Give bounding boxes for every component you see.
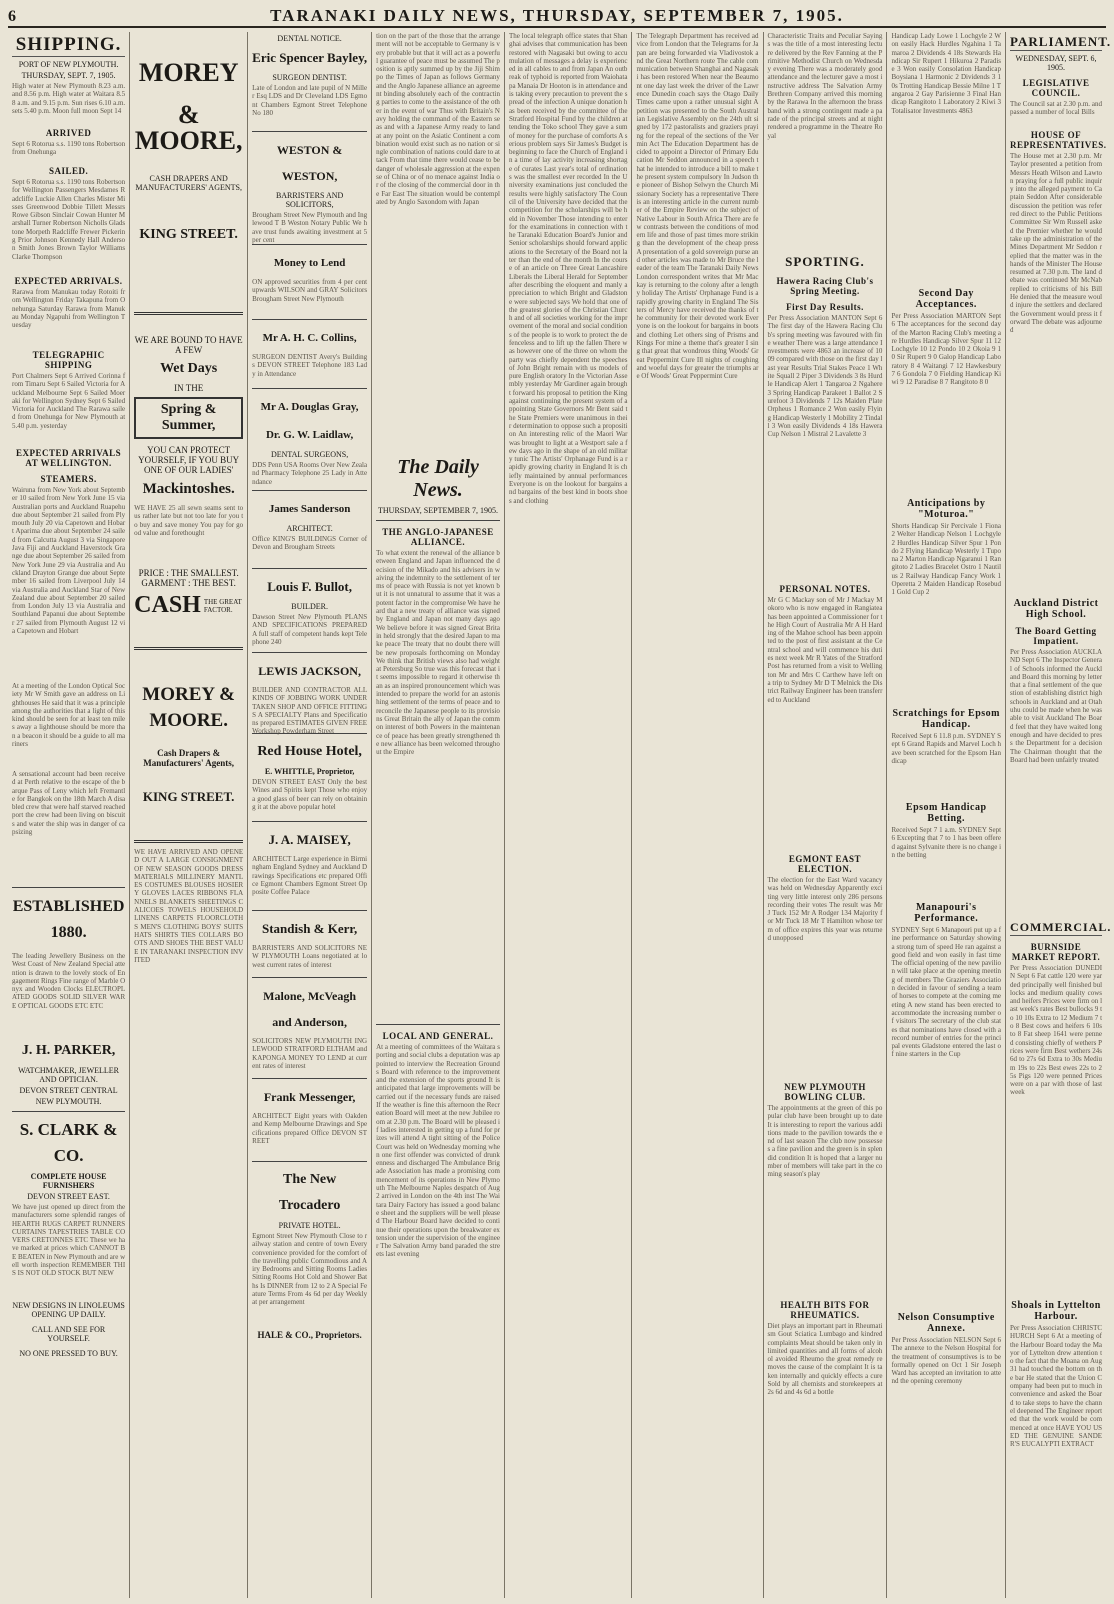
dental-surgeons: DENTAL SURGEONS, [270,450,349,459]
arrived-heading: ARRIVED [45,128,92,138]
cash-word: CASH [134,592,201,618]
parliament-heading: PARLIAMENT. [1010,34,1112,49]
daily-news-nameplate: The Daily News. [397,456,479,501]
established-1880: ESTABLISHED 1880. [12,898,125,941]
spring-summer: Spring & Summer, [134,397,243,439]
local-general-heading: LOCAL AND GENERAL. [382,1031,494,1041]
second-day-heading: Second Day Acceptances. [915,288,977,310]
wet-days: Wet Days [160,361,218,376]
editorial-dateline: THURSDAY, SEPTEMBER 7, 1905. [378,506,499,515]
clark-address: DEVON STREET EAST. [27,1192,110,1201]
commercial-heading: COMMERCIAL. [1010,920,1112,934]
garment-line: GARMENT : THE BEST. [141,578,236,588]
drapers-line: CASH DRAPERS AND MANUFACTURERS' AGENTS, [135,174,242,192]
bayley-name: Eric Spencer Bayley, [252,50,368,65]
alliance-heading: THE ANGLO-JAPANESE ALLIANCE. [382,527,494,547]
cash-drapers-ad: Cash Drapers & Manufacturers' Agents, [143,748,235,768]
council-heading: LEGISLATIVE COUNCIL. [1022,78,1090,98]
column-shipping: SHIPPING. PORT OF NEW PLYMOUTH. THURSDAY, SEPT. 7, 1905. High water at New Plymouth 8.23 a.m. and 8.56 p.m. High water at Waitara 8.58 a.m. and 9.15 p.m. Sun rises 6.10 a.m. sets 5.40 p.m. Moon full moon Sept 14 ARRIVED Sept 6 Rotorua s.s. 1190 tons Robertson from Onehunga SAILED. Sept 6 Rotorua s.s. 1190 tons Robertson for Wellington Passengers Mesdames Radcliffe Luckie Allen Charles Mister Misses Greenwood Dobbie Tillett Messrs Rowe Gibson Sinclair Cowan Hunter Marshall Turner Robertson Nicholls Gladstone Morpeth Radcliffe Frewer Pickering Prior Johnson Kennedy Hall Anderson Smith Jones Brown Taylor Williams Clarke Thompson EXPECTED ARRIVALS. Rarawa from Manukau today Rotoiti from Wellington Friday Takapuna from Onehunga Saturday Rarawa from Manukau Monday Ngapuhi from Wellington Tuesday TELEGRAPHIC SHIPPING Port Chalmers Sept 6 Arrived Corinna from Timaru Sept 6 Sailed Victoria for Auckland Melbourne Sept 6 Sailed Moeraki for Wellington Sydney Sept 6 Sailed Victoria for Auckland The Rarawa sailed from Onehunga for New Plymouth at 5.40 p.m. yesterday EXPECTED ARRIVALS AT WELLINGTON. STEAMERS. Wairuna from New York about September 10 sailed from New York June 15 via Australian ports and Auckland Ruapehu due about September 21 sailed from Plymouth July 20 via Capetown and Hobart Aparima due about September 24 sailed from Calcutta August 3 via Singapore Java Fiji and Auckland Haverstock Grange due about September 26 sailed from New York June 29 via Australia and Auckland Drayton Grange due about September 16 sailed from Liverpool July 14 via Australia and Auckland Star of New Zealand due about September 20 sailed from London July 13 via Australia and Southland Papanui due about September 27 sailed from Plymouth August 12 via Capetown and Hobart At a meeting of the London Optical Society Mr W Smith gave an address on Lighthouses He said that it was a principle among the authorities that a light of this kind should be seen for at least ten miles away a lighthouse should be more than a beacon it should be a guide to all mariners A sensational account had been received at Perth relative to the escape of the barque Pass of Leny which left Fremantle for Bangkok on the 18th March A disabled crew that were half starved reached port the crew had been living on biscuits and water the ship was in danger of capsizing ESTABLISHED 1880. The leading Jewellery Business on the West Coast of New Zealand Special attention is drawn to the lovely stock of Engagement Rings Fine range of Marble Onyx and Wooden Clocks ELECTROPLATED GOODS SOLID SILVER WARE OPTICAL GOODS ETC ETC J. H. PARKER, WATCHMAKER, JEWELLER AND OPTICIAN. DEVON STREET CENTRAL NEW PLYMOUTH. S. CLARK & CO. COMPLETE HOUSE FURNISHERS DEVON STREET EAST. We have just opened up direct from the manufacturers some splendid ranges of HEARTH RUGS CARPET RUNNERS CURTAINS TAPESTRIES TABLE COVERS CRETONNES ETC These we have marked at prices which CANNOT BE BEATEN in New Plymouth and are well worth inspection REMEMBER THIS IS NOT OLD STOCK BUT NEW NEW DESIGNS IN LINOLEUMS OPENING UP DAILY. CALL AND SEE FOR YOURSELF. NO ONE PRESSED TO BUY. [8,32,130,1598]
hawera-heading: Hawera Racing Club's Spring Meeting. [776,276,874,296]
board-heading: The Board Getting Impatient. [1015,626,1097,646]
wet-bound: WE ARE BOUND TO HAVE A FEW [134,335,243,355]
trocadero-type: PRIVATE HOTEL. [278,1221,341,1230]
bullot-trade: BUILDER. [291,602,328,611]
linoleums-line: NEW DESIGNS IN LINOLEUMS OPENING UP DAILY. [12,1301,125,1319]
column-professional-notices: DENTAL NOTICE. Eric Spencer Bayley, SURGEON DENTIST. Late of London and late pupil of N Miller Esq LDS and Dr Cleveland LDS Egmont Chambers Egmont Street Telephone No 180 WESTON & WESTON, BARRISTERS AND SOLICITORS, Brougham Street New Plymouth and Inglewood T B Weston Notary Public We have trust funds awaiting investment at 5 per cent Money to Lend ON approved securities from 4 per cent upwards WILSON and GRAY Solicitors Brougham Street New Plymouth Mr A. H. C. Collins, SURGEON DENTIST Avery's Buildings DEVON STREET Telephone 183 Lady in Attendance Mr A. Douglas Gray, Dr. G. W. Laidlaw, DENTAL SURGEONS, DDS Penn USA Rooms Over New Zealand Pharmacy Telephone 25 Lady in Attendance James Sanderson ARCHITECT. Office KING'S BUILDINGS Corner of Devon and Brougham Streets Louis F. Bullot, BUILDER. Dawson Street New Plymouth PLANS AND SPECIFICATIONS PREPARED A full staff of competent hands kept Telephone 240 LEWIS JACKSON, BUILDER AND CONTRACTOR ALL KINDS OF JOBBING WORK UNDERTAKEN SHOP AND OFFICE FITTINGS A SPECIALTY Plans and Specifications prepared ESTIMATES GIVEN FREE Workshop Powderham Street Red House Hotel, E. WHITTLE, Proprietor, DEVON STREET EAST Only the best Wines and Spirits kept Those who enjoy a good glass of beer can rely on obtaining it at the above popular hotel J. A. MAISEY, ARCHITECT Large experience in Birmingham England Sydney and Auckland Drawings Specifications etc prepared Office Egmont Chambers Egmont Street Opposite Coffee Palace Standish & Kerr, BARRISTERS AND SOLICITORS NEW PLYMOUTH Loans negotiated at lowest current rates of interest Malone, McVeagh and Anderson, SOLICITORS NEW PLYMOUTH INGLEWOOD STRATFORD ELTHAM and KAPONGA MONEY TO LEND at current rates of interest Frank Messenger, ARCHITECT Eight years with Oakden and Kemp Melbourne Drawings and Specifications prepared Office DEVON STREET The New Trocadero PRIVATE HOTEL. Egmont Street New Plymouth Close to railway station and centre of town Every convenience provided for the comfort of the travelling public Commodious and Airy Bedrooms and Sitting Rooms Ladies Sitting Rooms Hot Cold and Shower Baths Is DINNER from 12 to 2 A Special Feature Terms From 4s 6d per day Weekly at per arrangement HALE & CO., Proprietors. [248,32,372,1598]
columns [8,32,1112,1598]
column-news-6: The Telegraph Department has received advice from London that the Telegrams for Japan are being forwarded via Vladivostok and the Great Northern route The cable communication between Shanghai and Nagasaki has been restored When near the Beaumont one day last week the driver of the Lawrence Dunedin coach says the Otago Daily Times came upon a rather unusual sight A petition was presented to the South Australian Legislative Assembly on the 24th ult signed by 172 pastoralists and graziers praying for the repeal of the sections of the Vermin Act The Education Department has decided to appoint a Director of Primary Education Mr Seddon announced in a speech that he intended to introduce a bill to make the present system compulsory In Judson the pioneer of Bishop Selwyn the Church Missionary Society has a representative There is an interesting article in the current number of the Empire Review on the subject of Native Labour in South Africa There are few contrasts between the conditions of modern life and those of past times more striking than the development of the cheap press A presentation of a gold sovereign purse and other articles was made to Mr Bruce the leader of the team The Taranaki Daily News London correspondent writes that Mr Mackay is returning to the colony after a lengthy holiday The Artists' Orphanage Fund is a rapidly growing charity in England The Sisters of Mercy have received the thanks of the community for their devoted work Everyone is on the lookout for bargains in boots and clothing Let others sing of Prisms and Kings For mine a theme that's greater I sing that great that wondrous thing Woods' Great Peppermint Cure Ill nights of coughing and woeful days for greater the triumphs are Of Woods' Great Peppermint Cure [632,32,763,1598]
epsom-heading: Epsom Handicap Betting. [905,802,987,824]
parker-trade: WATCHMAKER, JEWELLER AND OPTICIAN. [18,1066,120,1084]
wet-protect: YOU CAN PROTECT YOURSELF, IF YOU BUY ONE OF OUR LADIES' [138,445,240,475]
manapouri-heading: Manapouri's Performance. [914,902,979,924]
morey-moore-ad: MOREY & MOORE. [142,684,235,731]
laidlaw-name: Dr. G. W. Laidlaw, [265,429,354,441]
column-news-5: The local telegraph office states that Shanghai advises that communication has been restored with Nagasaki but owing to accumulation of messages a delay is experienced in all cables to and from Japan An outbreak of typhoid is reported from Waiohata pa Manaia Dr Hooton is in attendance and is taking every precaution to prevent the spread of the infection A unique donation has been received by the committee of the Stratford Hospital Fund by the children attending the Toko school They gave a sum of money for the purchase of comforts A serious problem says Sir James's Budget is beginning to face the Church of England in a time of lay activity increasing shortage of curates Last year's total of ordinations was the smallest ever recorded In the University examinations just concluded the results were highly satisfactory The Council of the University have decided that the competition for the scholarships will be held in November Those intending to enter for the examinations in connection with the Taranaki Education Board's Junior and Senior scholarships should forward applications to the Secretary of the Board not later than the end of the month In the course of an article on Three Great Lancashire Liberals the Liberal Herald for September after describing the eloquent and manly appreciation to which Bright and Gladstone were subjected says We hold that one of the greatest glories of the Christian Church and of all societies working for the improvement of the moral and social conditions of the people is to work to protect the defenceless and to lift up the fallen There was however one of the three on whom the party was chiefly dependent the speeches of John Bright remain with us models of pure English oratory In the Victorian Assembly yesterday Mr Gardiner again brought forward his proposal to petition the King against continuing the present system of appointing State Governors Mr Bent said the State Premiers were unanimous in their determination to oppose such a proposition An interesting relic of the Maori War was brought to light at a Westport sale a few days ago in the shape of an old military tunic The Artists' Orphanage Fund is a rapidly growing charity in England It is chiefly maintained by annual performances Everyone is on the lookout for bargains and bargains of the best kind in boots shoes and clothing [505,32,633,1598]
masthead-title: TARANAKI DAILY NEWS, THURSDAY, SEPTEMBER 7, 1905. [270,6,844,25]
page-number: 6 [8,8,16,25]
malone-name: Malone, McVeagh and Anderson, [263,989,357,1029]
moore-line: & MOORE, [134,100,243,155]
maisey-name: J. A. MAISEY, [268,832,351,847]
king-street-line: KING STREET. [139,227,238,242]
clark-name: S. CLARK & CO. [19,1120,118,1165]
king-street-ad: KING STREET. [142,789,235,804]
wet-in-the: IN THE [174,383,204,393]
weston-trade: BARRISTERS AND SOLICITORS, [275,191,344,209]
price-line: PRICE : THE SMALLEST. [138,568,239,578]
messenger-name: Frank Messenger, [263,1090,356,1104]
auckland-heading: Auckland District High School. [1013,598,1099,620]
bowling-heading: NEW PLYMOUTH BOWLING CLUB. [784,1082,866,1102]
wellington-heading: EXPECTED ARRIVALS AT WELLINGTON. [16,448,122,468]
collins-name: Mr A. H. C. Collins, [262,332,357,344]
egmont-heading: EGMONT EAST ELECTION. [788,854,862,874]
column-racing: Handicap Lady Lowe 1 Lochgyle 2 Won easily Hack Hurdles Ngahina 1 Tamaroa 2 Dividends 4 18s Stewards Handicap Sir Rupert 1 Hikuroa 2 Paradise 3 Won easily Consolation Handicap Boysiana 1 Harmonic 2 Dividends 3 10s Trotting Handicap Bessie Milne 1 Tangaroa 2 Gay Parisienne 3 Final Handicap Rangitoto 1 Laboratory 2 Kiwi 3 Totalisator Investments 4863 Second Day Acceptances. Per Press Association MARTON Sept 6 The acceptances for the second day of the Marton Racing Club's meeting are Hurdles Handicap Silver Spur 11 12 Lochgyle 10 12 Pondo 10 2 Okoia 9 10 Sir Rupert 9 0 Galop Handicap Laboratory 8 4 Waitangi 7 12 Hawkesbury 7 6 Gondola 7 0 Fielding Handicap Kiwi 9 12 Paradise 8 7 Rangitoto 8 0 Anticipations by "Moturoa." Shorts Handicap Sir Percivale 1 Fiona 2 Welter Handicap Nelson 1 Lochgyle 2 Hurdles Handicap Silver Spur 1 Pondo 2 Flying Handicap Westerly 1 Tupona 2 Marton Handicap Ngaranui 1 Rangitoto 2 Ladies Bracelet Ostro 1 Nautilus 2 Railway Handicap Fancy Work 1 Operetta 2 Maiden Handicap Rosebud 1 Gold Cup 2 Scratchings for Epsom Handicap. Received Sept 6 11.8 p.m. SYDNEY Sept 6 Grand Rapids and Marvel Loch have been scratched for the Epsom Handicap Epsom Handicap Betting. Received Sept 7 1 a.m. SYDNEY Sept 6 Excepting that 7 to 1 has been offered against Sylvanite there is no change in the betting Manapouri's Performance. SYDNEY Sept 6 Manapouri put up a fine performance on Saturday showing a strong turn of speed He ran against a good field and won easily in fast time The official opening of the new pavilion will take place at the opening meeting of members The Graziers Association decided in favour of sending a team of horses to compete at the coming meeting A new stand has been erected to accommodate the increasing number of visitors The secretary of the club states that nominations have closed with a record number of entries for the principal events Gladstone entered the last of nine starters in the Cup Nelson Consumptive Annexe. Per Press Association NELSON Sept 6 The annexe to the Nelson Hospital for the treatment of consumptives is to be formally opened on Oct 1 Sir Joseph Ward has accepted an invitation to attend the opening ceremony [887,32,1006,1598]
standish-name: Standish & Kerr, [262,921,358,936]
column-parliament: PARLIAMENT. WEDNESDAY, SEPT. 6, 1905. LEGISLATIVE COUNCIL. The Council sat at 2.30 p.m. and passed a number of local Bills HOUSE OF REPRESENTATIVES. The House met at 2.30 p.m. Mr Taylor presented a petition from Messrs Heath Wilson and Lawton praying for a full public inquiry into the alleged payment to Captain Seddon After considerable discussion the petition was referred direct to the Public Petitions Committee Sir Wm Russell asked the Premier whether he would take up the administration of the Mines Department Mr Seddon replied that the matter was in the hands of the Minister The House resumed at 7.30 p.m. The land debate was continued Mr McNab replied to criticisms of his Bill He denied that the measure would injure the settlers and declared the Government would press it forward The debate was adjourned Auckland District High School. The Board Getting Impatient. Per Press Association AUCKLAND Sept 6 The Inspector General of Schools informed the Auckland Board this morning by letter that a final settlement of the question of establishing district high schools in Auckland and at Otahuhu could be made when he was able to visit Auckland The Board feel that they have waited long enough and have decided to press the Department for a decision The Chairman thought that the Board had been unfairly treated COMMERCIAL. BURNSIDE MARKET REPORT. Per Press Association DUNEDIN Sept 6 Fat cattle 120 were yarded principally well finished bullocks and medium quality cows and heifers Prices were firm on last week's rates Best bullocks 9 to 10 10s Extra to 12 Medium 7 to 8 Best cows and heifers 6 10s to 8 Fat sheep 1641 were penned consisting chiefly of wethers Prices were firm Best wethers 24s 6d to 27s 6d Extra to 30s Medium 19s to 22s Best ewes 22s to 25s Pigs 120 were penned Prices were on a par with those of last week Shoals in Lyttelton Harbour. Per Press Association CHRISTCHURCH Sept 6 At a meeting of the Harbour Board today the Mayor of Lyttelton drew attention to the fact that the Moana on Aug 31 had touched the bottom on the bar He stated that the Union Company had been put to much inconvenience and asked the Board to take steps to have the channel deepened The Engineer reported that the work would be commenced at once HAVE YOU USED THE GENUINE SANDER'S EUCALYPTI EXTRACT [1010,34,1112,1449]
gray-name: Mr A. Douglas Gray, [260,401,359,413]
date-line: THURSDAY, SEPT. 7, 1905. [21,71,116,80]
health-bits-heading: HEALTH BITS FOR RHEUMATICS. [780,1300,870,1320]
bayley-title: SURGEON DENTIST. [272,73,347,82]
sailed-heading: SAILED. [48,166,89,176]
nelson-annexe-heading: Nelson Consumptive Annexe. [897,1312,995,1334]
no-pressed-line: NO ONE PRESSED TO BUY. [19,1349,118,1358]
clark-trade: COMPLETE HOUSE FURNISHERS [30,1172,107,1190]
sanderson-trade: ARCHITECT. [286,524,333,533]
mackintoshes: Mackintoshes. [142,481,235,497]
morey-line: MOREY [138,58,239,87]
bullot-name: Louis F. Bullot, [267,579,353,594]
telegraphic-heading: TELEGRAPHIC SHIPPING [32,350,105,370]
burnside-heading: BURNSIDE MARKET REPORT. [1011,942,1101,962]
column-editorial: tion on the part of the those that the arrangement will not be acceptable to Germany is very probable but that it will act as a powerful guarantee of peace must be assumed The position is aptly summed up by the Jiji Shimpo the Times of Japan as follows Germany and the Anglo Japanese alliance an agreement binding absolutely each of the contracting parties to come to the assistance of the other in the event of war Thus with Britain's Navy holding the command of the Eastern seas and with a Japanese Army ready to land at any point on the Asiatic Continent a combination would exist such as no nation or single combination of nations could dare to attack From that time there would cease to be danger of wholesale aggression at the expense of China or of no menace against India or of the closing of the commercial door in the Far East The situation would be contemplated by Anglo Saxondom with Japan The Daily News. THURSDAY, SEPTEMBER 7, 1905. THE ANGLO-JAPANESE ALLIANCE. To what extent the renewal of the alliance between England and Japan influenced the decision of the Mikado and his advisers in waiving the indemnity to the settlement of terms of peace with Russia is not yet known but it is not unnatural to assume that it was a potent factor in the compromise We have heard that a new treaty of alliance was signed by England and Japan not many days ago We believe before it was signed Great Britain held strongly that the desired Japan to make peace The treaty that no doubt there will be new proposals forthcoming on Monday We think that British views also had weight at Petersburg So true was this forecast that it seems impossible to regard it otherwise than as an inspired pronouncement which was intended to prepare the world for an astonishing settlement of the terms of peace and to reconcile the Japanese people to its provisions Great Britain the ally of Japan the common interest of both Powers in the maintenance of peace has been greatly strengthened the new alliance has been welcomed throughout the Empire LOCAL AND GENERAL. At a meeting of committees of the Waitara sporting and social clubs a deputation was appointed to interview the Recreation Grounds Board with reference to the improvement and the extension of the sports ground It is anticipated that large improvements will be carried out if the necessary funds are raised If the weather is fine this afternoon the Recreation Board will meet at the new Jubilee room at 2.30 p.m. The Board will be pleased if ladies interested in getting up a fund for prizes will attend A tight sitting of the Police Court was held on Wednesday morning when one first offender was convicted of drunkenness and discharged The Ambulance Brigade Association has made a promising commencement of its operations in New Plymouth The Melbourne Naples despatch of Aug 2 arrived in London on the 4th inst The Waitara Dairy Factory has issued a good balance sheet and the suppliers will be well pleased The Harbour Board have decided to continue their operations upon the breakwater extension under the supervision of the engineer The Salvation Army band paraded the streets last evening [372,32,505,1598]
first-day-heading: First Day Results. [786,302,864,312]
shoals-heading: Shoals in Lyttelton Harbour. [1011,1300,1101,1322]
personal-notes-heading: PERSONAL NOTES. [779,584,871,594]
column-sporting: Characteristic Traits and Peculiar Sayings was the title of a most interesting lecture delivered by the Rev Fanning at the Primitive Methodist Church on Wednesday evening There was a moderately good attendance and the lecturer gave a most instructive address The Salvation Army Brethren Company arrived this morning by the Rarawa In the afternoon the brass band with a strong contingent made a parade of the principal streets and at night rendered a programme in the Theatre Royal SPORTING. Hawera Racing Club's Spring Meeting. First Day Results. Per Press Association MANTON Sept 6 The first day of the Hawera Racing Club's spring meeting was favoured with fine weather There was a large attendance Investments were 4863 an increase of 1009 compared with those on the first day last year Results Trial Stakes Peace 1 White Squall 2 Piper 3 Dividends 3 8s Hurdle Handicap Alert 1 Tangaroa 2 Ngahere 3 Spring Handicap Parakeet 1 Ballot 2 Surefoot 3 Dividends 7 12s Maiden Plate Orpheus 1 Romance 2 Won easily Flying Handicap Westerly 1 Mobility 2 Tindall 3 Won easily Dividends 4 18s Hawera Cup Nelson 1 Mistral 2 Lavalette 3 PERSONAL NOTES. Mr G C Mackay son of Mr J Mackay Mokoro who is now engaged in Rangiatea has been appointed a Commissioner for the High Court of Australia Mr A H Harding of the Mahoe school has been appointed to the post of first assistant at the Central school and will commence his duties next week Mr R Yates of the Stratford Post has returned from a visit to Wellington Mr and Mrs C Carthew have left on a trip to Sydney Mr D T Melnick the District Railway Engineer has been transferred to Auckland EGMONT EAST ELECTION. The election for the East Ward vacancy was held on Wednesday Apparently exciting very little interest only 286 persons recording their votes The result was Mr J Tuck 152 Mr A Rodger 134 Majority for Mr Tuck 18 Mr T Hamilton whose term of office expires this year was returned unopposed NEW PLYMOUTH BOWLING CLUB. The appointments at the green of this popular club have been brought up to date It is interesting to report the various additions made to the pavilion towards the end of last season The club now possesses a fine pavilion and the green is in splendid condition It is hoped that a larger number of members will take part in the coming season's play HEALTH BITS FOR RHEUMATICS. Diet plays an important part in Rheumatism Gout Sciatica Lumbago and kindred complaints Meat should be taken only in limited quantities and all forms of alcohol avoided Rheumo the great remedy removes the cause of the complaint It is taken internally and quickly effects a cure Sold by all chemists and storekeepers at 2s 6d and 4s 6d a bottle [764,32,888,1598]
call-see-line: CALL AND SEE FOR YOURSELF. [31,1325,106,1343]
masthead [8,4,1106,28]
parker-name: J. H. PARKER, [21,1043,116,1058]
anticipations-heading: Anticipations by "Moturoa." [907,498,986,520]
redhouse-name: Red House Hotel, [257,744,362,759]
whittle-name: E. WHITTLE, Proprietor, [264,767,355,776]
expected-heading: EXPECTED ARRIVALS. [14,276,123,286]
sporting-heading: SPORTING. [785,254,865,269]
dental-notice: DENTAL NOTICE. [277,34,342,43]
column-morey-moore: MOREY & MOORE, CASH DRAPERS AND MANUFACTURERS' AGENTS, KING STREET. WE ARE BOUND TO HAVE A FEW Wet Days IN THE Spring & Summer, YOU CAN PROTECT YOURSELF, IF YOU BUY ONE OF OUR LADIES' Mackintoshes. WE HAVE 25 all sewn seams sent to us rather late but not too late for you to buy and save money You pay for good value and forethought PRICE : THE SMALLEST. GARMENT : THE BEST. CASH THE GREAT FACTOR. MOREY & MOORE. Cash Drapers & Manufacturers' Agents, KING STREET. WE HAVE ARRIVED AND OPENED OUT A LARGE CONSIGNMENT OF NEW SEASON GOODS DRESS MATERIALS MILLINERY MANTLES COSTUMES BLOUSES HOSIERY GLOVES LACES RIBBONS FLANNELS BLANKETS SHEETINGS CALICOES TOWELS HOUSEHOLD LINENS CARPETS FLOORCLOTHS MEN'S CLOTHING BOYS' SUITS HATS SHIRTS TIES COLLARS BOOTS AND SHOES THE BEST VALUE IN TARANAKI INSPECTION INVITED [130,32,248,1598]
house-heading: HOUSE OF REPRESENTATIVES. [1010,130,1107,150]
parker-address: DEVON STREET CENTRAL [19,1086,118,1095]
weston-name: WESTON & WESTON, [276,143,343,183]
parliament-date: WEDNESDAY, SEPT. 6, 1905. [1015,54,1097,72]
steamers-heading: STEAMERS. [40,474,97,484]
jackson-name: LEWIS JACKSON, [258,664,361,678]
money-to-lend: Money to Lend [273,257,346,269]
trocadero-name: The New Trocadero [278,1172,341,1213]
scratchings-heading: Scratchings for Epsom Handicap. [892,708,1000,730]
hale-proprietors: HALE & CO., Proprietors. [257,1330,362,1340]
great-factor: THE GREAT FACTOR. [203,597,242,614]
port-heading: PORT OF NEW PLYMOUTH. [18,60,119,69]
sanderson-name: James Sanderson [268,503,351,515]
shipping-heading: SHIPPING. [12,34,125,57]
parker-town: NEW PLYMOUTH. [35,1097,102,1106]
